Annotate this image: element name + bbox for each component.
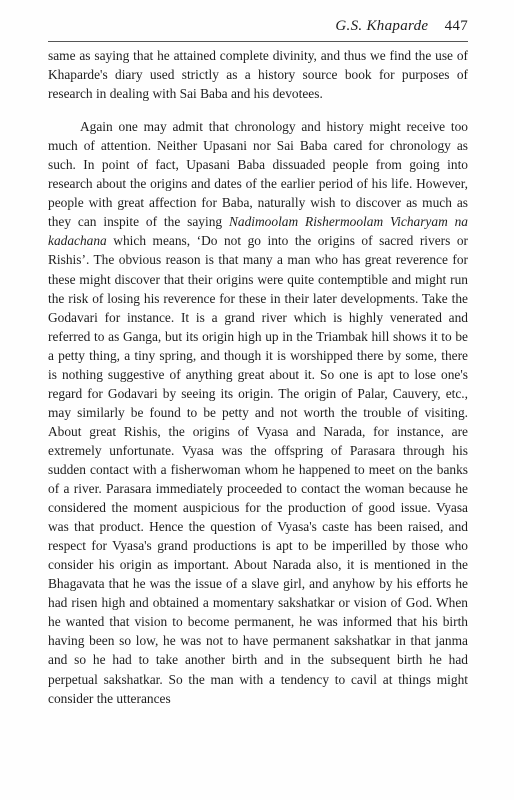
page-number: 447	[444, 18, 468, 34]
header-rule	[48, 41, 468, 42]
paragraph-1: same as saying that he attained complete divinity, and thus we find the use of Khaparde's diary used strictly as a history source book for purposes of research in dealing with Sai Baba and his devotees.	[48, 48, 468, 102]
paragraph-2-text-end: which means, ‘Do not go into the origins of sacred rivers or Rishis’. The obvious reason is that many a man who has great reverence for these might discover that their origins were quite contemptible and might run the risk of losing his reverence for these in their later developments. Take the Godavari for instance. It is a grand river which is highly venerated and referred to as Ganga, but its origin high up in the Triambak hill shows it to be a petty thing, a tiny spring, and though it is worshipped there by some, there is nothing suggestive of anything great about it. So one is apt to lose one's regard for Godavari by seeing its origin. The origin of Palar, Cauvery, etc., may similarly be found to be petty and not worth the trouble of visiting. About great Rishis, the origins of Vyasa and Narada, for instance, are extremely unfortunate. Vyasa was the offspring of Parasara through his sudden contact with a fisherwoman whom he happened to meet on the banks of a river. Parasara immediately proceeded to contact the woman because he considered the moment auspicious for the production of good issue. Vyasa was that product. Hence the question of Vyasa's caste has been raised, and respect for Vyasa's grand productions is apt to be imperilled by those who consider his origin as important. About Narada also, it is mentioned in the Bhagavata that he was the issue of a slave girl, and anyhow by his efforts he had risen high and obtained a momentary sakshatkar or vision of God. When he wanted that vision to become permanent, he was informed that his birth having been so low, he was not to have permanent sakshatkar in that janma and so he had to take another birth and in the subsequent birth he had perpetual sakshatkar. So the man with a tendency to cavil at things might consider the utterances	[48, 233, 468, 706]
body-text	[48, 46, 468, 708]
header-spacer	[432, 18, 440, 34]
running-header	[48, 18, 468, 40]
header-author: G.S. Khaparde	[335, 18, 429, 34]
paragraph-2-text-start: Again one may admit that chronology and history might receive too much of attention. Neither Upasani nor Sai Baba cared for chronology as such. In point of fact, Upasani Baba dissuaded people from going into research about the origins and dates of the earlier period of his life. However, people with great affection for Baba, naturally wish to discover as much as they can inspite of the saying	[48, 119, 468, 230]
sanskrit-saying: Nadimoolam Rishermoolam Vicharyam na kadachana	[48, 214, 468, 249]
paragraph-2	[48, 117, 468, 707]
